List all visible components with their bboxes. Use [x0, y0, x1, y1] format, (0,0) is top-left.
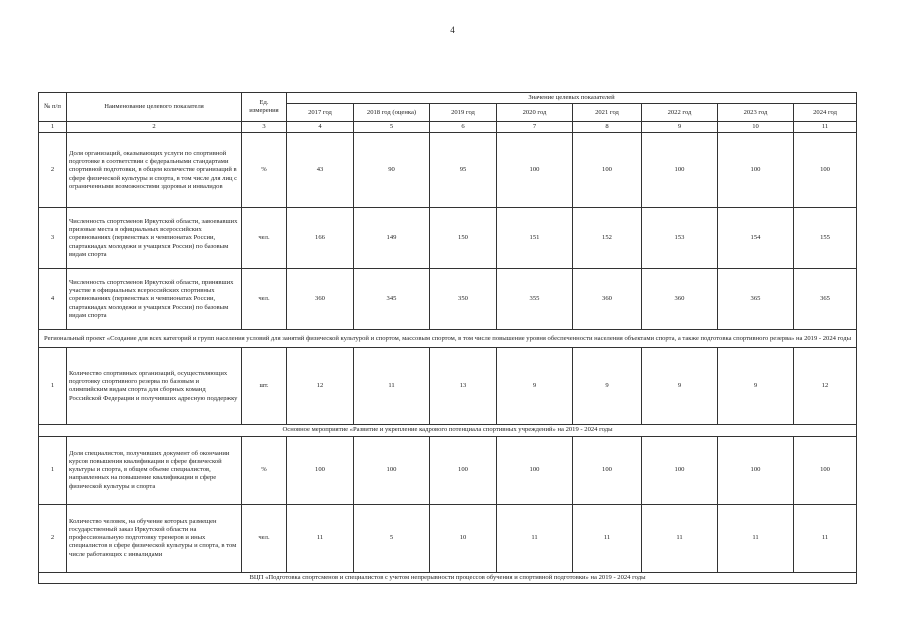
- index-cell: 6: [430, 122, 497, 133]
- unit-cell: %: [242, 133, 287, 208]
- header-values: Значение целевых показателей: [287, 93, 857, 104]
- row-number-cell: 4: [39, 269, 67, 330]
- index-cell: 9: [642, 122, 718, 133]
- year-cell: 2023 год: [718, 104, 794, 122]
- table-row: [39, 436, 857, 504]
- index-cell: 10: [718, 122, 794, 133]
- value-cell: 150: [430, 208, 497, 269]
- target-indicators-table: [38, 92, 857, 584]
- value-cell: 11: [354, 348, 430, 425]
- value-cell: 365: [718, 269, 794, 330]
- value-cell: 100: [642, 436, 718, 504]
- value-cell: 11: [573, 504, 642, 572]
- index-cell: 5: [354, 122, 430, 133]
- indicator-name-cell: Количество спортивных организаций, осуществляющих подготовку спортивного резерва по базовым и олимпийским видам спорта для сборных команд Российской Федерации и получивших адресную поддержку: [67, 348, 242, 425]
- value-cell: 11: [642, 504, 718, 572]
- value-cell: 100: [718, 133, 794, 208]
- section-title: ВЦП «Подготовка спортсменов и специалистов с учетом непрерывности процессов обучения и спортивной подготовки» на 2019 - 2024 годы: [39, 572, 857, 583]
- index-cell: 8: [573, 122, 642, 133]
- header-name: Наименование целевого показателя: [67, 93, 242, 122]
- value-cell: 360: [642, 269, 718, 330]
- value-cell: 100: [573, 436, 642, 504]
- indicator-name-cell: Доля специалистов, получивших документ об окончании курсов повышения квалификации в сфере физической культуры и спорта, в общем объеме специалистов, направленных на повышение квалификации в сфере физической культуры и спорта: [67, 436, 242, 504]
- value-cell: 100: [287, 436, 354, 504]
- year-cell: 2021 год: [573, 104, 642, 122]
- value-cell: 100: [497, 436, 573, 504]
- table-row: [39, 504, 857, 572]
- row-number-cell: 1: [39, 436, 67, 504]
- value-cell: 100: [497, 133, 573, 208]
- value-cell: 9: [718, 348, 794, 425]
- year-cell: 2019 год: [430, 104, 497, 122]
- year-cell: 2022 год: [642, 104, 718, 122]
- value-cell: 360: [287, 269, 354, 330]
- value-cell: 9: [642, 348, 718, 425]
- unit-cell: чел.: [242, 269, 287, 330]
- value-cell: 365: [794, 269, 857, 330]
- value-cell: 100: [573, 133, 642, 208]
- unit-cell: чел.: [242, 504, 287, 572]
- value-cell: 100: [718, 436, 794, 504]
- index-cell: 2: [67, 122, 242, 133]
- value-cell: 100: [354, 436, 430, 504]
- value-cell: 10: [430, 504, 497, 572]
- value-cell: 153: [642, 208, 718, 269]
- unit-cell: чел.: [242, 208, 287, 269]
- value-cell: 151: [497, 208, 573, 269]
- row-number-cell: 2: [39, 133, 67, 208]
- value-cell: 11: [287, 504, 354, 572]
- value-cell: 100: [794, 436, 857, 504]
- page-number: 4: [450, 25, 455, 35]
- value-cell: 154: [718, 208, 794, 269]
- row-number-cell: 1: [39, 348, 67, 425]
- index-cell: 4: [287, 122, 354, 133]
- value-cell: 360: [573, 269, 642, 330]
- year-cell: 2017 год: [287, 104, 354, 122]
- value-cell: 100: [642, 133, 718, 208]
- header-num: № п/п: [39, 93, 67, 122]
- section-title: Основное мероприятие «Развитие и укрепление кадрового потенциала спортивных учреждений» на 2019 - 2024 годы: [39, 425, 857, 436]
- value-cell: 11: [497, 504, 573, 572]
- value-cell: 9: [573, 348, 642, 425]
- year-cell: 2024 год: [794, 104, 857, 122]
- value-cell: 12: [287, 348, 354, 425]
- unit-cell: %: [242, 436, 287, 504]
- unit-cell: шт.: [242, 348, 287, 425]
- section-title: Региональный проект «Создание для всех категорий и групп населения условий для занятий физической культурой и спортом, массовым спортом, в том числе повышение уровня обеспеченности населения объектами спорта, а также подготовка спортивного резерва» на 2019 - 2024 годы: [39, 330, 857, 348]
- value-cell: 149: [354, 208, 430, 269]
- row-number-cell: 2: [39, 504, 67, 572]
- index-row: [39, 122, 857, 133]
- value-cell: 11: [794, 504, 857, 572]
- value-cell: 166: [287, 208, 354, 269]
- value-cell: 13: [430, 348, 497, 425]
- value-cell: 90: [354, 133, 430, 208]
- section-row: [39, 330, 857, 348]
- section-row: [39, 425, 857, 436]
- value-cell: 9: [497, 348, 573, 425]
- table-row: [39, 208, 857, 269]
- indicator-name-cell: Численность спортсменов Иркутской области, завоевавших призовые места в официальных всероссийских соревнованиях (первенствах и чемпионатах России, спартакиадах молодежи и учащихся России) по базовым видам спорта: [67, 208, 242, 269]
- value-cell: 350: [430, 269, 497, 330]
- row-number-cell: 3: [39, 208, 67, 269]
- value-cell: 5: [354, 504, 430, 572]
- value-cell: 11: [718, 504, 794, 572]
- value-cell: 100: [794, 133, 857, 208]
- index-cell: 7: [497, 122, 573, 133]
- index-cell: 11: [794, 122, 857, 133]
- value-cell: 100: [430, 436, 497, 504]
- year-cell: 2018 год (оценка): [354, 104, 430, 122]
- header-unit: Ед. измерения: [242, 93, 287, 122]
- value-cell: 95: [430, 133, 497, 208]
- header-row: [39, 93, 857, 104]
- indicator-name-cell: Количество человек, на обучение которых размещен государственный заказ Иркутской области на профессиональную подготовку тренеров и иных специалистов в сфере физической культуры и спорта, в том числе работающих с инвалидами: [67, 504, 242, 572]
- indicator-name-cell: Численность спортсменов Иркутской области, принявших участие в официальных всероссийских спортивных соревнованиях (первенствах и чемпионатах России, спартакиадах молодежи и учащихся России) по базовым видам спорта: [67, 269, 242, 330]
- table-row: [39, 133, 857, 208]
- year-cell: 2020 год: [497, 104, 573, 122]
- section-row: [39, 572, 857, 583]
- table-row: [39, 269, 857, 330]
- value-cell: 12: [794, 348, 857, 425]
- index-cell: 3: [242, 122, 287, 133]
- value-cell: 345: [354, 269, 430, 330]
- value-cell: 152: [573, 208, 642, 269]
- value-cell: 355: [497, 269, 573, 330]
- value-cell: 43: [287, 133, 354, 208]
- table-row: [39, 348, 857, 425]
- index-cell: 1: [39, 122, 67, 133]
- value-cell: 155: [794, 208, 857, 269]
- indicator-name-cell: Доля организаций, оказывающих услуги по спортивной подготовке в соответствии с федеральными стандартами спортивной подготовки, в общем количестве организаций в сфере физической культуры и спорта, в том числе для лиц с ограниченными возможностями здоровья и инвалидов: [67, 133, 242, 208]
